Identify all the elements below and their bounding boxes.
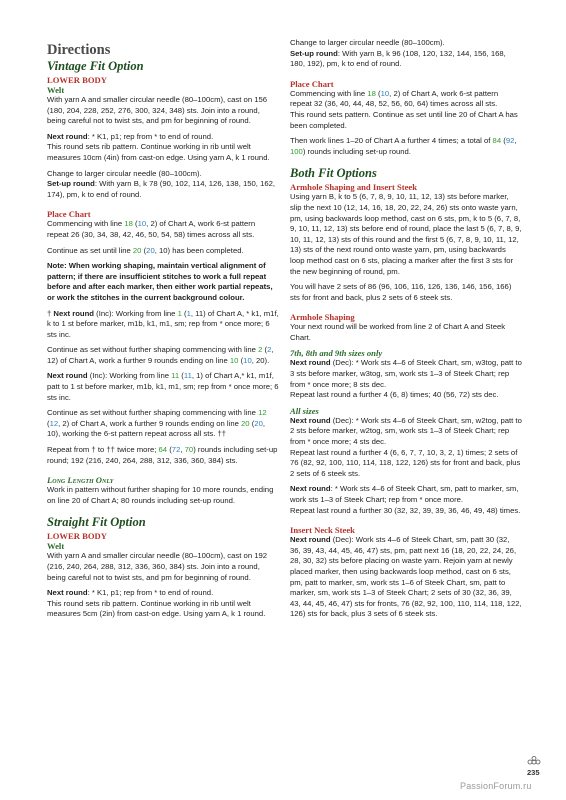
vintage-rib-round: Next round: * K1, p1; rep from * to end of round. This round sets rib pattern. Continue working in rib until welt measures 10cm (4in) from cast-on edge. Using yarn A, k 1 round.: [47, 131, 270, 162]
dec-round-1: Next round (Dec): * Work sts 4–6 of Steek Chart, sm, w3tog, patt to 3 sts before marker, w3tog, sm, work sts 1–3 of Steek Chart; rep from * once more; 8 sts dec. Repeat last round a further 4 (6, 8) times; 40 (56, 72) sts dec.: [290, 358, 522, 400]
straight-lower-body-heading: LOWER BODY: [47, 531, 107, 542]
all-sizes-heading: All sizes: [290, 405, 319, 416]
shaping-note: Note: When working shaping, maintain vertical alignment of pattern; if there are insufficient stitches to work a full repeat before and after each marker, then either work partial repeats, or work the stitches in the current background colour.: [47, 261, 273, 302]
vintage-continue-shaping-2: Continue as set without further shaping commencing with line 12 (12, 2) of Chart A, work a further 9 rounds ending on line 20 (20, 10), working the 6-st pattern repeat across all sts. ††: [47, 408, 267, 439]
watermark-text: PassionForum.ru: [460, 781, 532, 791]
straight-setup: Change to larger circular needle (80–100cm). Set-up round: With yarn B, k 96 (108, 120, 132, 144, 156, 168, 180, 192), pm, k to end of round.: [290, 38, 506, 69]
vintage-welt-heading: Welt: [47, 85, 65, 95]
next-round-3: Next round: * Work sts 4–6 of Steek Chart, sm, patt to marker, sm, work sts 1–3 of Steek Chart; rep from * once more. Repeat last round a further 30 (32, 32, 39, 39, 36, 46, 49, 48) times.: [290, 484, 521, 515]
insert-neck-text: Next round (Dec): Work sts 4–6 of Steek Chart, sm, patt 30 (32, 36, 39, 43, 44, 45, 46, 47) sts, pm, patt next 16 (18, 20, 22, 24, 26, 28, 30, 32) sts before placing on waste yarn. Rejoin yarn at newly placed marker, then using backwards loop method, cast on 6 sts, pm, patt to marker, sm, work sts 1–6 of Steek Chart, sm, patt to marker, sm, work sts 1–3 of Steek Chart; 2 sets of 30 (32, 36, 39, 43, 44, 45, 46, 47) sts for fronts, 76 (82, 92, 100, 110, 114, 118, 122, 126) sts for back, plus 3 sets of 6 steek sts.: [290, 535, 522, 619]
next-round-label: Next round: [47, 131, 88, 141]
vintage-welt-cast-on: With yarn A and smaller circular needle (80–100cm), cast on 156 (180, 204, 228, 252, 276, 300, 324, 348) sts. Join into a round, being careful not to twist sts, and pm for beginning of round.: [47, 95, 268, 126]
vintage-continue-text: Continue as set until line 20 (20, 10) has been completed.: [47, 245, 244, 255]
long-length-text: Work in pattern without further shaping for 10 more rounds, ending on line 20 of Chart A; 80 rounds including set-up round.: [47, 485, 274, 505]
armhole-shaping-text: Your next round will be worked from line 2 of Chart A and Steek Chart.: [290, 322, 506, 342]
straight-place-chart-text: Commencing with line 18 (10, 2) of Chart A, work 6-st pattern repeat 32 (36, 40, 44, 48, 52, 56, 60, 64) times across all sts. This round sets pattern. Continue as set until line 20 of Chart A has been completed.: [290, 88, 518, 130]
flower-icon: [526, 756, 542, 768]
vintage-place-chart-heading: Place Chart: [47, 209, 91, 220]
straight-rib-round: Next round: * K1, p1; rep from * to end of round. This round sets rib pattern. Continue working in rib until welt measures 5cm (2in) from cast-on edge. Using yarn A, k 1 round.: [47, 588, 266, 619]
straight-fit-title: Straight Fit Option: [47, 515, 146, 530]
directions-heading: Directions: [47, 42, 111, 58]
straight-place-chart-heading: Place Chart: [290, 78, 334, 89]
vintage-fit-title: Vintage Fit Option: [47, 59, 144, 73]
straight-welt-heading: Welt: [47, 541, 65, 552]
vintage-place-chart-text: Commencing with line 18 (10, 2) of Chart A, work 6-st pattern repeat 26 (30, 34, 38, 42, 46, 50, 54, 58) times across all sts.: [47, 219, 256, 239]
armhole-shaping-heading: Armhole Shaping: [290, 312, 355, 323]
vintage-repeat-text: Repeat from † to †† twice more; 64 (72, 70) rounds including set-up round; 192 (216, 240, 264, 288, 312, 336, 360, 384) sts.: [47, 445, 278, 465]
armhole-insert-heading: Armhole Shaping and Insert Steek: [290, 182, 418, 193]
dec-round-2: Next round (Dec): * Work sts 4–6 of Steek Chart, sm, w2tog, patt to 2 sts before marker, w2tog, sm, work sts 1–3 of Steek Chart; rep from * once more; 4 sts dec. Repeat last round a further 4 (6, 6, 7, 7, 10, 3, 2, 1) times; 2 sets of 76 (82, 92, 100, 110, 114, 118, 122, 126) sts for front and back, plus 2 sets of 6 steek sts.: [290, 415, 522, 478]
vintage-setup: Change to larger circular needle (80–100cm). Set-up round: With yarn B, k 78 (90, 102, 114, 126, 138, 150, 162, 174), pm, k to end of round.: [47, 168, 276, 199]
page-number: 235: [527, 768, 540, 777]
stitch-sets-text: You will have 2 sets of 86 (96, 106, 116, 126, 136, 146, 156, 166) sts for front and back, plus 2 sets of 6 steek sts.: [290, 282, 512, 302]
long-length-heading: Long Length Only: [47, 475, 114, 486]
sizes-789-heading: 7th, 8th and 9th sizes only: [290, 348, 383, 359]
armhole-insert-text: Using yarn B, k to 5 (6, 7, 8, 9, 10, 11, 12, 13) sts before marker, slip the next 10 (12, 14, 16, 18, 20, 22, 24, 26) sts onto waste yarn, pm, using backwards loop method, cast on 6 sts, pm, k to 5 (6, 7, 8, 9, 10, 11, 12, 13) sts before end of round, place the last 5 (6, 7, 8, 9, 10, 11, 12, 13) sts of this round and the first 5 (6, 7, 8, 9, 10, 11, 12, 13) sts of the next round onto waste yarn, pm, using backwards loop method cast on 6 sts, placing a marker after the first 3 sts for the new beginning of round, pm.: [290, 192, 522, 276]
vintage-inc-round-2: Next round (Inc): Working from line 11 (11, 1) of Chart A,* k1, m1f, patt to 1 st before marker, m1b, k1, m1, sm; rep from * once more; 6 sts inc.: [47, 371, 279, 402]
insert-neck-heading: Insert Neck Steek: [290, 525, 355, 536]
vintage-lower-body-heading: LOWER BODY: [47, 75, 107, 85]
vintage-inc-round-1: † Next round (Inc): Working from line 1 (1, 11) of Chart A, * k1, m1f, k to 1 st before marker, m1b, k1, m1, sm; rep from * once more; 6 sts inc.: [47, 308, 279, 339]
both-fit-title: Both Fit Options: [290, 166, 377, 181]
straight-then-work: Then work lines 1–20 of Chart A a further 4 times; a total of 84 (92, 100) rounds including set-up round.: [290, 136, 517, 156]
vintage-continue-shaping-1: Continue as set without further shaping commencing with line 2 (2, 12) of Chart A, work a further 9 rounds ending on line 10 (10, 20).: [47, 345, 274, 365]
straight-welt-cast-on: With yarn A and smaller circular needle (80–100cm), cast on 192 (216, 240, 264, 288, 312, 336, 360, 384) sts. Join into a round, being careful not to twist sts, and pm for beginning of round.: [47, 551, 268, 582]
left-column: [47, 42, 279, 625]
right-column: [290, 38, 522, 625]
